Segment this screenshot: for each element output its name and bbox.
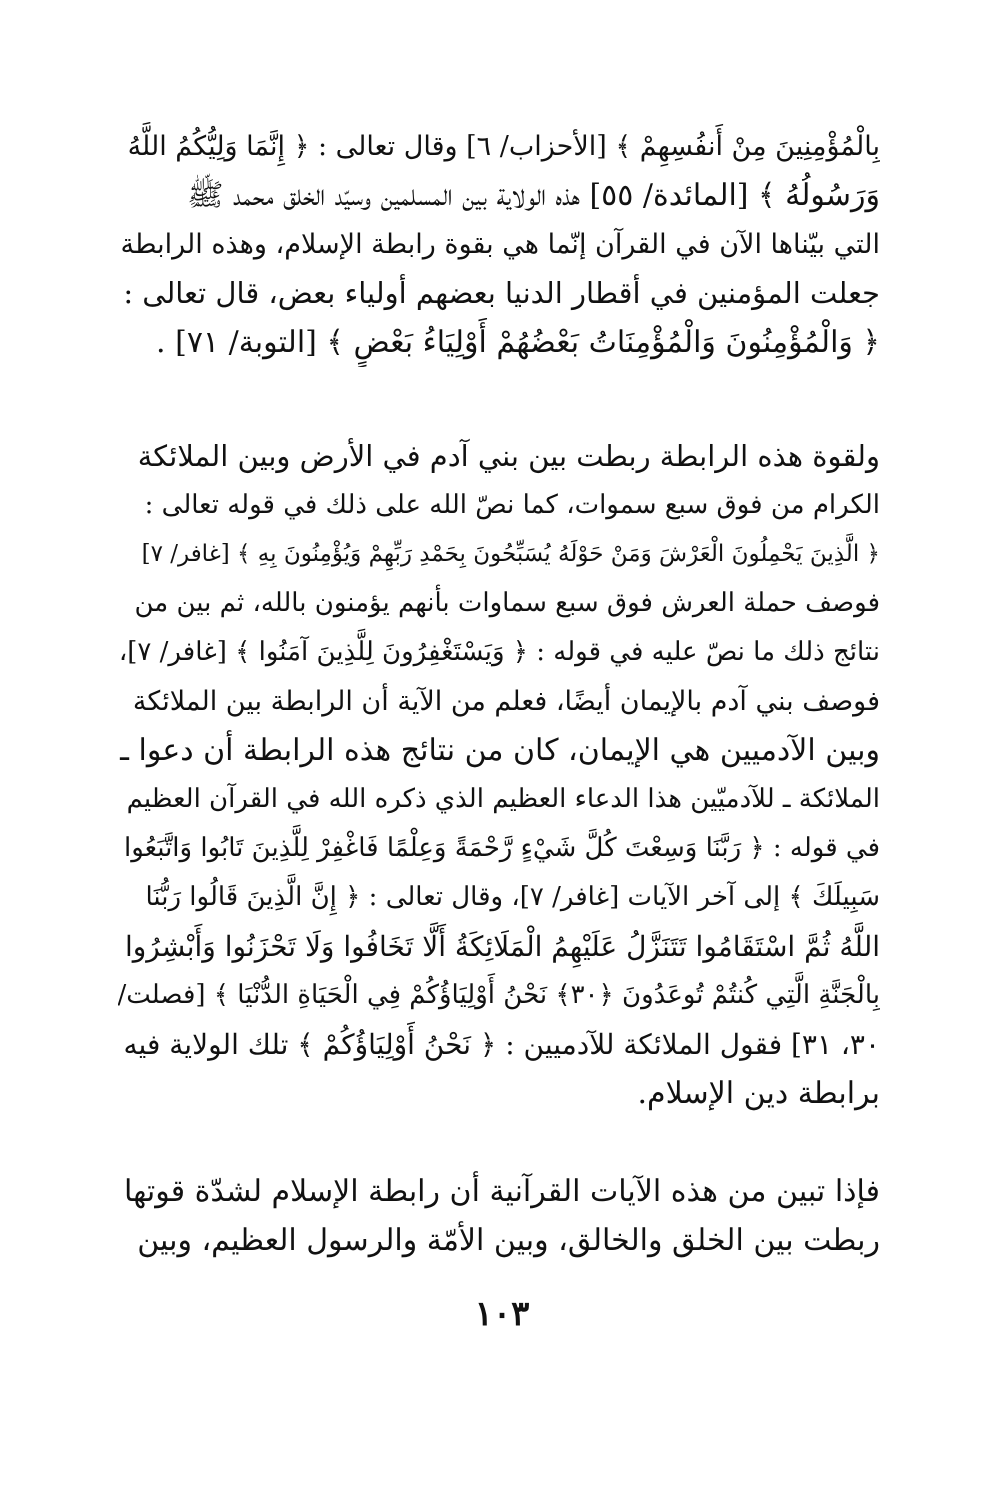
text-line: سَبِيلَكَ ﴾ إلى آخر الآيات [غافر/ ٧]، وقال تعالى : ﴿ إِنَّ الَّذِينَ قَالُوا رَبُّنَا — [145, 882, 880, 912]
page-number: ١٠٣ — [474, 1294, 530, 1334]
paragraph-3 — [118, 1167, 880, 1265]
text-line: الكرام من فوق سبع سموات، كما نصّ الله على ذلك في قوله تعالى : — [144, 490, 880, 520]
text-line: فوصف بني آدم بالإيمان أيضًا، فعلم من الآية أن الرابطة بين الملائكة — [132, 686, 880, 717]
text-line: بِالْجَنَّةِ الَّتِي كُنتُمْ تُوعَدُونَ ﴿٣٠﴾ نَحْنُ أَوْلِيَاؤُكُمْ فِي الْحَيَاةِ الدُّنْيَا ﴾ [فصلت/ — [118, 980, 880, 1010]
text-line: جعلت المؤمنين في أقطار الدنيا بعضهم أولياء بعض، قال تعالى : — [123, 276, 880, 310]
text-line: اللَّهُ ثُمَّ اسْتَقَامُوا تَتَنَزَّلُ عَلَيْهِمُ الْمَلَائِكَةُ أَلَّا تَخَافُوا وَلَا تَحْزَنُوا وَأَبْشِرُوا — [124, 930, 880, 963]
text-line: الملائكة ـ للآدميّين هذا الدعاء العظيم الذي ذكره الله في القرآن العظيم — [126, 784, 880, 814]
paragraph-1 — [118, 122, 880, 367]
text-line: في قوله : ﴿ رَبَّنَا وَسِعْتَ كُلَّ شَيْءٍ رَّحْمَةً وَعِلْمًا فَاغْفِرْ لِلَّذِينَ تَابُوا وَاتَّبَعُوا — [124, 833, 880, 863]
text-line: ﴿ وَالْمُؤْمِنُونَ وَالْمُؤْمِنَاتُ بَعْضُهُمْ أَوْلِيَاءُ بَعْضٍ ﴾ [التوبة/ ٧١] . — [156, 325, 880, 360]
text-line: وبين الآدميين هي الإيمان، كان من نتائج هذه الرابطة أن دعوا ـ — [120, 733, 880, 768]
text-line: بِالْمُؤْمِنِينَ مِنْ أَنفُسِهِمْ ﴾ [الأحزاب/ ٦] وقال تعالى : ﴿ إِنَّمَا وَلِيُّكُمُ اللَّهُ — [127, 131, 880, 162]
text-line: فوصف حملة العرش فوق سبع سماوات بأنهم يؤمنون بالله، ثم بين من — [134, 588, 880, 618]
text-line: ﴿ الَّذِينَ يَحْمِلُونَ الْعَرْشَ وَمَنْ حَوْلَهُ يُسَبِّحُونَ بِحَمْدِ رَبِّهِمْ وَيُؤْمِنُونَ بِهِ ﴾ [غافر/ ٧] — [141, 541, 880, 567]
text-line: فإذا تبين من هذه الآيات القرآنية أن رابطة الإسلام لشدّة قوتها — [123, 1174, 880, 1209]
text-line: ٣٠، ٣١] فقول الملائكة للآدميين : ﴿ نَحْنُ أَوْلِيَاؤُكُمْ ﴾ تلك الولاية فيه — [123, 1028, 880, 1061]
text-line: التي بيّناها الآن في القرآن إنّما هي بقوة رابطة الإسلام، وهذه الرابطة — [120, 229, 880, 260]
text-line: برابطة دين الإسلام. — [637, 1076, 880, 1111]
text-line: نتائج ذلك ما نصّ عليه في قوله : ﴿ وَيَسْتَغْفِرُونَ لِلَّذِينَ آمَنُوا ﴾ [غافر/ ٧]، — [118, 637, 880, 667]
text-line: ولقوة هذه الرابطة ربطت بين بني آدم في الأرض وبين الملائكة — [137, 439, 880, 473]
text-line: ربطت بين الخلق والخالق، وبين الأمّة والرسول العظيم، وبين — [137, 1223, 880, 1258]
text-line: وَرَسُولُهُ ﴾ [المائدة/ ٥٥] هذه الولاية بين المسلمين وسيّد الخلق محمد ﷺ — [187, 178, 880, 213]
paragraph-2 — [118, 432, 880, 1118]
